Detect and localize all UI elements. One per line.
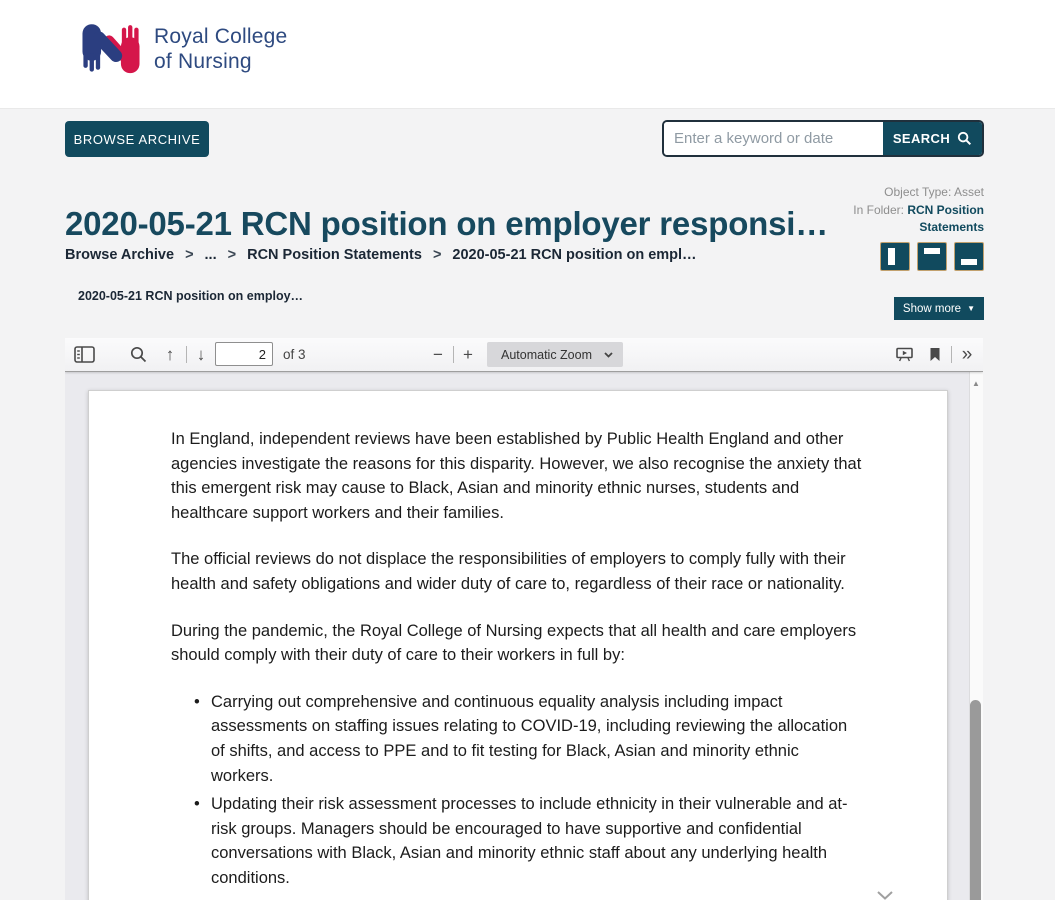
page-number-input[interactable] bbox=[215, 342, 273, 366]
pdf-toolbar bbox=[65, 338, 983, 372]
list-item: • Updating their risk assessment processes to include ethnicity in their vulnerable and at-risk groups. Managers should be encouraged to have supportive and confidential conversations with Black, Asian and minority ethnic staff about any underlying health conditions. bbox=[171, 792, 863, 890]
pdf-viewport bbox=[65, 372, 983, 900]
document-paragraph: In England, independent reviews have been established by Public Health England and other agencies investigate the reasons for this disparity. However, we also recognise the anxiety that this emergent risk may cause to Black, Asian and minority ethnic nurses, students and healthcare support workers and their families. bbox=[171, 430, 862, 522]
view-options bbox=[880, 242, 984, 271]
object-type-label: Object Type: bbox=[884, 185, 952, 199]
in-folder-row bbox=[814, 202, 984, 237]
breadcrumb bbox=[65, 247, 697, 263]
arrow-down-icon: ↓ bbox=[196, 345, 206, 364]
search-input[interactable] bbox=[664, 122, 883, 155]
zoom-out-button[interactable] bbox=[427, 338, 449, 371]
arrow-up-icon: ↑ bbox=[165, 345, 175, 364]
search-icon bbox=[130, 346, 147, 363]
object-type-row bbox=[814, 184, 984, 202]
previous-page-button[interactable] bbox=[159, 338, 181, 371]
caret-down-icon: ▼ bbox=[967, 304, 975, 313]
chevron-down-icon[interactable] bbox=[877, 883, 893, 900]
document-paragraph: The official reviews do not displace the responsibilities of employers to comply fully with their health and safety obligations and wider duty of care to, regardless of their race or nationality. bbox=[171, 550, 846, 593]
header-layout-icon bbox=[924, 248, 940, 254]
sidebar-toggle-icon bbox=[74, 346, 95, 363]
plus-icon: + bbox=[463, 345, 473, 364]
tools-button[interactable] bbox=[955, 338, 979, 371]
in-folder-link[interactable]: RCN Position Statements bbox=[907, 202, 984, 234]
next-page-button[interactable] bbox=[190, 338, 212, 371]
breadcrumb-item-rcn-position-statements[interactable]: RCN Position Statements bbox=[247, 247, 422, 263]
object-type-value: Asset bbox=[953, 185, 984, 199]
breadcrumb-separator: > bbox=[185, 247, 194, 263]
search-button[interactable] bbox=[883, 122, 982, 155]
show-more-button[interactable] bbox=[894, 297, 984, 320]
logo-line-1: Royal College bbox=[154, 25, 288, 48]
scroll-up-button[interactable] bbox=[969, 376, 983, 390]
scrollbar-thumb[interactable] bbox=[970, 700, 981, 900]
logo-line-2: of Nursing bbox=[154, 50, 252, 73]
presentation-icon bbox=[896, 347, 913, 362]
show-more-label: Show more bbox=[902, 302, 962, 315]
object-metadata bbox=[814, 184, 984, 237]
page-title: 2020-05-21 RCN position on employer responsi… bbox=[65, 205, 829, 243]
presentation-mode-button[interactable] bbox=[891, 338, 917, 371]
find-button[interactable] bbox=[125, 338, 151, 371]
toolbar-separator bbox=[186, 346, 187, 363]
sidebar-layout-icon bbox=[888, 248, 895, 265]
list-item: • Carrying out comprehensive and continuous equality analysis including impact assessments on staffing issues relating to COVID-19, including reviewing the allocation of shifts, and access to PPE and to fit testing for Black, Asian and minority ethnic workers. bbox=[171, 690, 863, 788]
minus-icon: − bbox=[433, 345, 443, 364]
rcn-logo[interactable] bbox=[80, 14, 287, 84]
search-button-label: SEARCH bbox=[892, 131, 951, 146]
tree-item-current-document[interactable]: 2020-05-21 RCN position on employ… bbox=[78, 289, 304, 303]
document-bullet-list bbox=[171, 690, 863, 891]
site-header bbox=[0, 0, 1055, 109]
breadcrumb-item-current[interactable]: 2020-05-21 RCN position on empl… bbox=[452, 247, 697, 263]
breadcrumb-separator: > bbox=[227, 247, 237, 263]
rcn-logo-hands-icon bbox=[80, 14, 142, 84]
bookmark-icon bbox=[929, 347, 941, 362]
footer-layout-icon bbox=[961, 259, 977, 265]
breadcrumb-separator: > bbox=[432, 247, 442, 263]
zoom-in-button[interactable] bbox=[457, 338, 479, 371]
view-option-sidebar-button[interactable] bbox=[880, 242, 910, 271]
pdf-page bbox=[88, 390, 948, 900]
zoom-select-value: Automatic Zoom bbox=[501, 347, 593, 362]
logo-wordmark bbox=[154, 24, 287, 74]
zoom-select[interactable] bbox=[487, 342, 623, 367]
view-option-footer-button[interactable] bbox=[954, 242, 984, 271]
view-option-header-button[interactable] bbox=[917, 242, 947, 271]
search-icon bbox=[957, 131, 972, 146]
breadcrumb-item-collapsed[interactable]: ... bbox=[204, 247, 217, 263]
double-chevron-icon: » bbox=[961, 344, 973, 365]
toolbar-separator bbox=[453, 346, 454, 363]
document-paragraph: During the pandemic, the Royal College of Nursing expects that all health and care employers should comply with their duty of care to their workers in full by: bbox=[171, 621, 857, 665]
toolbar-separator bbox=[951, 346, 952, 363]
bookmark-button[interactable] bbox=[923, 338, 947, 371]
in-folder-label: In Folder: bbox=[853, 202, 904, 217]
browse-archive-button[interactable]: BROWSE ARCHIVE bbox=[65, 121, 209, 157]
search-box bbox=[662, 120, 984, 157]
breadcrumb-item-browse-archive[interactable]: Browse Archive bbox=[65, 247, 175, 263]
triangle-up-icon: ▲ bbox=[972, 378, 980, 388]
sidebar-toggle-button[interactable] bbox=[71, 338, 97, 371]
page-count-label: of 3 bbox=[283, 347, 306, 362]
chevron-down-icon bbox=[604, 352, 613, 358]
pdf-viewer bbox=[65, 338, 983, 900]
